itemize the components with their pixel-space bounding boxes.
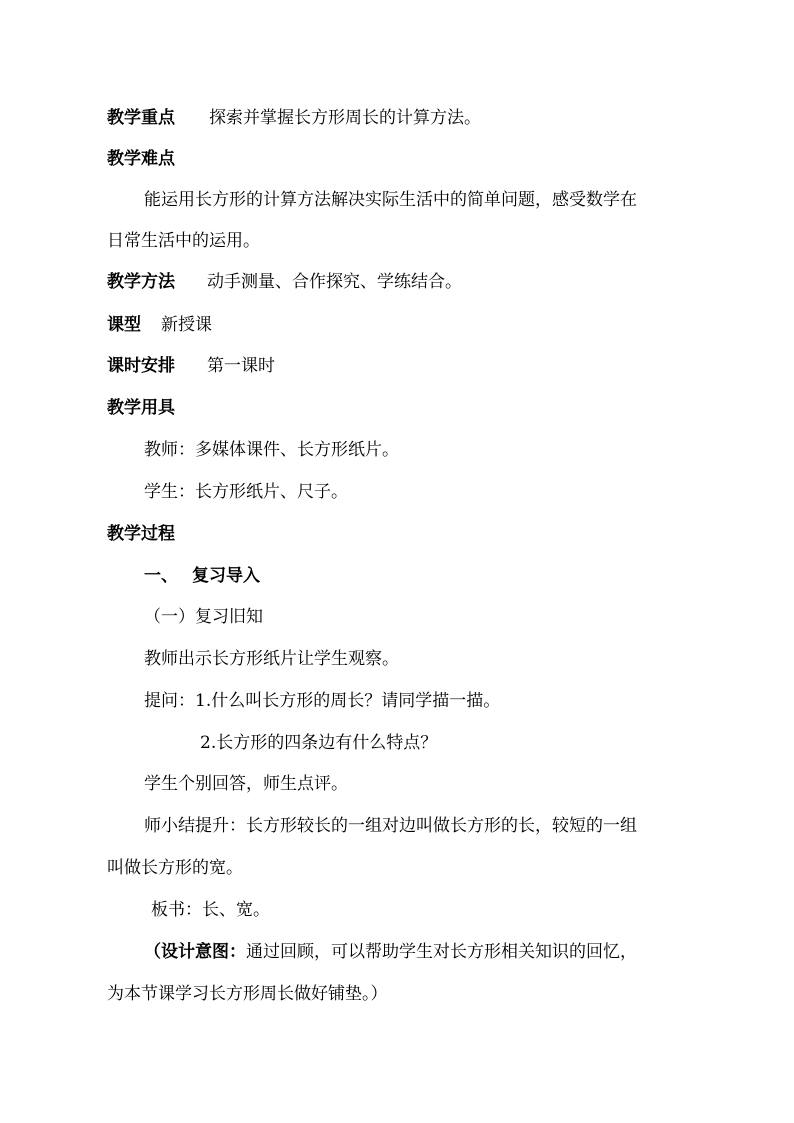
design-intent-line1 (144, 940, 637, 964)
schedule-row (107, 354, 275, 378)
process-p1: 教师出示长方形纸片让学生观察。 (144, 649, 399, 669)
lesson-type-row (107, 313, 212, 337)
section1-number: 一、 (144, 566, 178, 586)
key-points-row (107, 106, 481, 130)
tools-student: 学生：长方形纸片、尺子。 (144, 482, 348, 502)
design-intent-line2: 为本节课学习长方形周长做好铺垫。） (107, 984, 388, 1004)
design-intent-text1: 通过回顾，可以帮助学生对长方形相关知识的回忆， (246, 942, 637, 962)
difficulties-label: 教学难点 (107, 149, 175, 169)
process-p3: 2.长方形的四条边有什么特点？ (200, 733, 438, 753)
tools-label: 教学用具 (107, 398, 175, 418)
process-p5-line1: 师小结提升：长方形较长的一组对边叫做长方形的长，较短的一组 (144, 816, 637, 836)
tools-teacher: 教师：多媒体课件、长方形纸片。 (144, 440, 399, 460)
process-p6: 板书：长、宽。 (151, 900, 270, 920)
methods-row (107, 270, 462, 294)
process-p2: 提问：1.什么叫长方形的周长？请同学描一描。 (144, 691, 501, 711)
lesson-type-label: 课型 (107, 315, 141, 335)
schedule-text: 第一课时 (207, 356, 275, 376)
key-points-text: 探索并掌握长方形周长的计算方法。 (209, 108, 481, 128)
process-p4: 学生个别回答，师生点评。 (144, 774, 348, 794)
process-p5-line2: 叫做长方形的宽。 (107, 858, 243, 878)
design-intent-label: （设计意图： (144, 942, 246, 962)
methods-label: 教学方法 (107, 272, 175, 292)
methods-text: 动手测量、合作探究、学练结合。 (207, 272, 462, 292)
difficulties-text-line2: 日常生活中的运用。 (107, 231, 260, 251)
section1-heading (144, 564, 260, 588)
process-label: 教学过程 (107, 524, 175, 544)
lesson-type-text: 新授课 (161, 315, 212, 335)
sub1-heading: （一）复习旧知 (144, 607, 263, 627)
schedule-label: 课时安排 (107, 356, 175, 376)
difficulties-text-line1: 能运用长方形的计算方法解决实际生活中的简单问题，感受数学在 (144, 190, 637, 210)
section1-title: 复习导入 (192, 566, 260, 586)
key-points-label: 教学重点 (107, 108, 175, 128)
